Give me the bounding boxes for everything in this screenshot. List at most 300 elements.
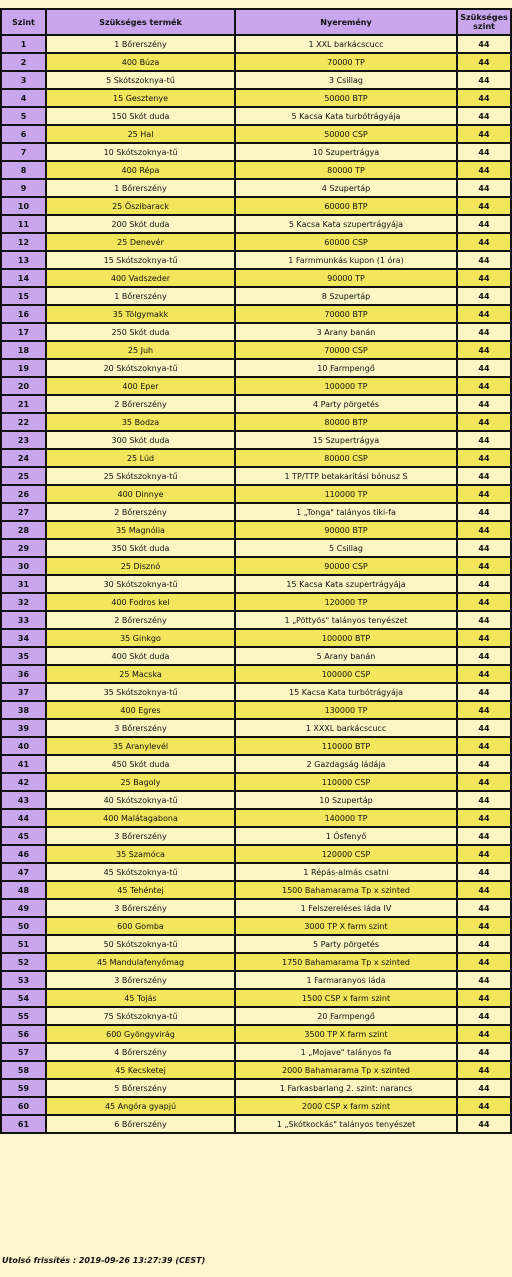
row-level: 61 (1, 1115, 46, 1133)
row-required-level: 44 (457, 557, 511, 575)
row-prize: 1 Farkasbarlang 2. szint: narancs (235, 1079, 457, 1097)
row-required-level: 44 (457, 143, 511, 161)
table-row (1, 881, 511, 899)
row-level: 57 (1, 1043, 46, 1061)
row-prize: 90000 CSP (235, 557, 457, 575)
table-row (1, 647, 511, 665)
table-row (1, 233, 511, 251)
row-prize: 50000 CSP (235, 125, 457, 143)
row-required-level: 44 (457, 917, 511, 935)
row-prize: 100000 TP (235, 377, 457, 395)
row-level: 38 (1, 701, 46, 719)
row-required-level: 44 (457, 125, 511, 143)
row-product: 45 Kecsketej (46, 1061, 235, 1079)
row-level: 14 (1, 269, 46, 287)
row-level: 22 (1, 413, 46, 431)
row-level: 21 (1, 395, 46, 413)
table-row (1, 503, 511, 521)
table-row (1, 431, 511, 449)
table-row (1, 539, 511, 557)
table-row (1, 413, 511, 431)
row-prize: 90000 TP (235, 269, 457, 287)
row-product: 35 Tölgymakk (46, 305, 235, 323)
row-product: 35 Szamóca (46, 845, 235, 863)
row-prize: 3 Arany banán (235, 323, 457, 341)
row-level: 47 (1, 863, 46, 881)
row-level: 25 (1, 467, 46, 485)
row-prize: 1 „Tonga" talányos tiki-fa (235, 503, 457, 521)
row-level: 54 (1, 989, 46, 1007)
row-product: 1 Bőrerszény (46, 179, 235, 197)
row-required-level: 44 (457, 485, 511, 503)
table-row (1, 1079, 511, 1097)
row-product: 400 Fodros kel (46, 593, 235, 611)
row-product: 6 Bőrerszény (46, 1115, 235, 1133)
row-prize: 1 XXXL barkácscucc (235, 719, 457, 737)
row-required-level: 44 (457, 431, 511, 449)
row-required-level: 44 (457, 701, 511, 719)
table-row (1, 719, 511, 737)
row-product: 3 Bőrerszény (46, 827, 235, 845)
row-prize: 3 Csillag (235, 71, 457, 89)
row-product: 600 Gyöngyvirág (46, 1025, 235, 1043)
row-required-level: 44 (457, 845, 511, 863)
row-required-level: 44 (457, 35, 511, 53)
row-level: 16 (1, 305, 46, 323)
row-prize: 80000 BTP (235, 413, 457, 431)
row-prize: 1500 Bahamarama Tp x szinted (235, 881, 457, 899)
row-level: 24 (1, 449, 46, 467)
row-product: 5 Bőrerszény (46, 1079, 235, 1097)
row-product: 30 Skótszoknya-tű (46, 575, 235, 593)
row-required-level: 44 (457, 1007, 511, 1025)
row-product: 25 Őszibarack (46, 197, 235, 215)
row-product: 25 Disznó (46, 557, 235, 575)
row-product: 400 Dinnye (46, 485, 235, 503)
row-level: 40 (1, 737, 46, 755)
row-required-level: 44 (457, 953, 511, 971)
row-product: 400 Eper (46, 377, 235, 395)
row-level: 20 (1, 377, 46, 395)
row-prize: 1750 Bahamarama Tp x szinted (235, 953, 457, 971)
row-product: 350 Skót duda (46, 539, 235, 557)
table-row (1, 305, 511, 323)
row-product: 25 Macska (46, 665, 235, 683)
row-product: 35 Magnólia (46, 521, 235, 539)
table-header-row (1, 9, 511, 35)
row-required-level: 44 (457, 467, 511, 485)
row-product: 400 Répa (46, 161, 235, 179)
row-prize: 130000 TP (235, 701, 457, 719)
table-row (1, 1007, 511, 1025)
row-product: 1 Bőrerszény (46, 35, 235, 53)
row-level: 12 (1, 233, 46, 251)
row-level: 49 (1, 899, 46, 917)
row-product: 45 Tojás (46, 989, 235, 1007)
row-product: 35 Ginkgo (46, 629, 235, 647)
row-required-level: 44 (457, 377, 511, 395)
table-row (1, 251, 511, 269)
row-product: 10 Skótszoknya-tű (46, 143, 235, 161)
row-level: 29 (1, 539, 46, 557)
row-prize: 1 Farmaranyos láda (235, 971, 457, 989)
row-required-level: 44 (457, 1025, 511, 1043)
row-required-level: 44 (457, 521, 511, 539)
table-row (1, 971, 511, 989)
row-prize: 5 Csillag (235, 539, 457, 557)
table-row (1, 485, 511, 503)
table-row (1, 377, 511, 395)
row-required-level: 44 (457, 215, 511, 233)
row-required-level: 44 (457, 737, 511, 755)
row-required-level: 44 (457, 881, 511, 899)
row-required-level: 44 (457, 719, 511, 737)
row-required-level: 44 (457, 1079, 511, 1097)
table-row (1, 449, 511, 467)
table-row (1, 125, 511, 143)
table-row (1, 989, 511, 1007)
row-required-level: 44 (457, 89, 511, 107)
row-prize: 1 TP/TTP betakarítási bónusz S (235, 467, 457, 485)
row-prize: 5 Party pörgetés (235, 935, 457, 953)
row-prize: 70000 CSP (235, 341, 457, 359)
table-row (1, 287, 511, 305)
row-product: 45 Skótszoknya-tű (46, 863, 235, 881)
row-product: 15 Skótszoknya-tű (46, 251, 235, 269)
row-product: 200 Skót duda (46, 215, 235, 233)
row-required-level: 44 (457, 341, 511, 359)
row-prize: 100000 BTP (235, 629, 457, 647)
row-prize: 140000 TP (235, 809, 457, 827)
table-row (1, 773, 511, 791)
row-product: 45 Tehéntej (46, 881, 235, 899)
table-row (1, 107, 511, 125)
row-level: 59 (1, 1079, 46, 1097)
row-level: 17 (1, 323, 46, 341)
last-updated: Utolsó frissítés : 2019-09-26 13:27:39 (CEST) (2, 1256, 206, 1265)
row-required-level: 44 (457, 1097, 511, 1115)
row-required-level: 44 (457, 251, 511, 269)
table-row (1, 593, 511, 611)
table-row (1, 1097, 511, 1115)
row-product: 35 Skótszoknya-tű (46, 683, 235, 701)
row-level: 13 (1, 251, 46, 269)
row-required-level: 44 (457, 611, 511, 629)
row-prize: 10 Szupertáp (235, 791, 457, 809)
row-level: 28 (1, 521, 46, 539)
row-prize: 3500 TP X farm szint (235, 1025, 457, 1043)
row-prize: 1 Répás-almás csatni (235, 863, 457, 881)
row-required-level: 44 (457, 665, 511, 683)
row-product: 15 Gesztenye (46, 89, 235, 107)
header-required-level (457, 9, 511, 35)
row-prize: 10 Szupertrágya (235, 143, 457, 161)
row-level: 3 (1, 71, 46, 89)
row-prize: 5 Kacsa Kata szupertrágyája (235, 215, 457, 233)
row-prize: 50000 BTP (235, 89, 457, 107)
row-prize: 2 Gazdagság ládája (235, 755, 457, 773)
row-product: 600 Gomba (46, 917, 235, 935)
row-level: 48 (1, 881, 46, 899)
row-required-level: 44 (457, 791, 511, 809)
row-product: 25 Hal (46, 125, 235, 143)
row-product: 50 Skótszoknya-tű (46, 935, 235, 953)
row-required-level: 44 (457, 197, 511, 215)
row-product: 400 Búza (46, 53, 235, 71)
row-prize: 100000 CSP (235, 665, 457, 683)
row-level: 11 (1, 215, 46, 233)
row-level: 43 (1, 791, 46, 809)
row-level: 26 (1, 485, 46, 503)
row-product: 75 Skótszoknya-tű (46, 1007, 235, 1025)
row-prize: 1 Farmmunkás kupon (1 óra) (235, 251, 457, 269)
table-row (1, 953, 511, 971)
row-level: 1 (1, 35, 46, 53)
table-row (1, 395, 511, 413)
table-row (1, 611, 511, 629)
row-level: 23 (1, 431, 46, 449)
table-row (1, 557, 511, 575)
row-required-level: 44 (457, 593, 511, 611)
row-level: 51 (1, 935, 46, 953)
row-required-level: 44 (457, 323, 511, 341)
row-product: 400 Egres (46, 701, 235, 719)
row-product: 1 Bőrerszény (46, 287, 235, 305)
row-product: 40 Skótszoknya-tű (46, 791, 235, 809)
row-level: 36 (1, 665, 46, 683)
table-row (1, 1025, 511, 1043)
table-row (1, 323, 511, 341)
row-product: 2 Bőrerszény (46, 395, 235, 413)
row-level: 45 (1, 827, 46, 845)
table-row (1, 755, 511, 773)
row-prize: 70000 BTP (235, 305, 457, 323)
row-prize: 1 XXL barkácscucc (235, 35, 457, 53)
row-prize: 1 Ősfenyő (235, 827, 457, 845)
row-product: 35 Aranylevél (46, 737, 235, 755)
table-row (1, 917, 511, 935)
row-product: 5 Skótszoknya-tű (46, 71, 235, 89)
row-prize: 4 Szupertáp (235, 179, 457, 197)
row-level: 10 (1, 197, 46, 215)
row-level: 58 (1, 1061, 46, 1079)
table-row (1, 899, 511, 917)
table-row (1, 467, 511, 485)
row-required-level: 44 (457, 179, 511, 197)
row-product: 25 Denevér (46, 233, 235, 251)
row-level: 31 (1, 575, 46, 593)
row-level: 27 (1, 503, 46, 521)
row-required-level: 44 (457, 899, 511, 917)
table-row (1, 179, 511, 197)
header-product: Szükséges termék (46, 9, 235, 35)
row-required-level: 44 (457, 935, 511, 953)
row-product: 400 Vadszeder (46, 269, 235, 287)
table-row (1, 269, 511, 287)
row-prize: 110000 CSP (235, 773, 457, 791)
table-row (1, 89, 511, 107)
table-row (1, 863, 511, 881)
row-required-level: 44 (457, 989, 511, 1007)
row-product: 2 Bőrerszény (46, 611, 235, 629)
row-level: 2 (1, 53, 46, 71)
row-level: 15 (1, 287, 46, 305)
row-level: 50 (1, 917, 46, 935)
row-prize: 80000 CSP (235, 449, 457, 467)
row-prize: 15 Kacsa Kata turbótrágyája (235, 683, 457, 701)
row-level: 5 (1, 107, 46, 125)
row-prize: 110000 BTP (235, 737, 457, 755)
row-required-level: 44 (457, 71, 511, 89)
row-prize: 15 Szupertrágya (235, 431, 457, 449)
table-row (1, 683, 511, 701)
row-prize: 1500 CSP x farm szint (235, 989, 457, 1007)
table-row (1, 827, 511, 845)
row-prize: 2000 Bahamarama Tp x szinted (235, 1061, 457, 1079)
row-level: 33 (1, 611, 46, 629)
row-required-level: 44 (457, 449, 511, 467)
row-prize: 90000 BTP (235, 521, 457, 539)
row-product: 25 Juh (46, 341, 235, 359)
table-row (1, 665, 511, 683)
header-required-line1: Szükséges (460, 13, 508, 22)
row-product: 3 Bőrerszény (46, 899, 235, 917)
row-level: 7 (1, 143, 46, 161)
row-product: 25 Lúd (46, 449, 235, 467)
row-prize: 20 Farmpengő (235, 1007, 457, 1025)
row-required-level: 44 (457, 413, 511, 431)
table-row (1, 521, 511, 539)
row-product: 2 Bőrerszény (46, 503, 235, 521)
row-prize: 8 Szupertáp (235, 287, 457, 305)
row-level: 37 (1, 683, 46, 701)
row-level: 39 (1, 719, 46, 737)
table-row (1, 215, 511, 233)
row-product: 4 Bőrerszény (46, 1043, 235, 1061)
row-required-level: 44 (457, 863, 511, 881)
row-level: 46 (1, 845, 46, 863)
row-product: 45 Angóra gyapjú (46, 1097, 235, 1115)
row-level: 18 (1, 341, 46, 359)
row-required-level: 44 (457, 683, 511, 701)
row-required-level: 44 (457, 269, 511, 287)
row-required-level: 44 (457, 395, 511, 413)
row-level: 9 (1, 179, 46, 197)
row-required-level: 44 (457, 809, 511, 827)
row-prize: 1 Felszereléses láda IV (235, 899, 457, 917)
row-level: 55 (1, 1007, 46, 1025)
table-row (1, 143, 511, 161)
table-row (1, 341, 511, 359)
row-level: 34 (1, 629, 46, 647)
row-level: 52 (1, 953, 46, 971)
row-level: 30 (1, 557, 46, 575)
row-prize: 1 „Pöttyös" talányos tenyészet (235, 611, 457, 629)
table-row (1, 629, 511, 647)
table-row (1, 161, 511, 179)
row-product: 25 Skótszoknya-tű (46, 467, 235, 485)
row-prize: 120000 CSP (235, 845, 457, 863)
row-product: 250 Skót duda (46, 323, 235, 341)
table-row (1, 1061, 511, 1079)
table-row (1, 71, 511, 89)
row-prize: 110000 TP (235, 485, 457, 503)
row-level: 32 (1, 593, 46, 611)
row-product: 45 Mandulafenyőmag (46, 953, 235, 971)
row-product: 35 Bodza (46, 413, 235, 431)
row-product: 150 Skót duda (46, 107, 235, 125)
row-product: 300 Skót duda (46, 431, 235, 449)
row-product: 3 Bőrerszény (46, 719, 235, 737)
row-level: 19 (1, 359, 46, 377)
header-required-line2: szint (473, 22, 495, 31)
row-required-level: 44 (457, 305, 511, 323)
table-row (1, 809, 511, 827)
table-row (1, 791, 511, 809)
row-prize: 10 Farmpengő (235, 359, 457, 377)
row-level: 6 (1, 125, 46, 143)
table-row (1, 845, 511, 863)
row-prize: 1 „Mojave" talányos fa (235, 1043, 457, 1061)
table-body (1, 35, 511, 1133)
row-level: 44 (1, 809, 46, 827)
table-row (1, 1115, 511, 1133)
row-required-level: 44 (457, 629, 511, 647)
row-product: 400 Skót duda (46, 647, 235, 665)
row-prize: 2000 CSP x farm szint (235, 1097, 457, 1115)
table-row (1, 701, 511, 719)
table-row (1, 359, 511, 377)
row-prize: 4 Party pörgetés (235, 395, 457, 413)
table-row (1, 737, 511, 755)
row-level: 60 (1, 1097, 46, 1115)
row-required-level: 44 (457, 827, 511, 845)
row-required-level: 44 (457, 647, 511, 665)
row-prize: 5 Kacsa Kata turbótrágyája (235, 107, 457, 125)
row-prize: 120000 TP (235, 593, 457, 611)
row-product: 450 Skót duda (46, 755, 235, 773)
row-required-level: 44 (457, 755, 511, 773)
table-row (1, 1043, 511, 1061)
reward-table (0, 8, 512, 1134)
row-prize: 5 Arany banán (235, 647, 457, 665)
row-required-level: 44 (457, 1043, 511, 1061)
row-required-level: 44 (457, 359, 511, 377)
table-row (1, 35, 511, 53)
row-required-level: 44 (457, 161, 511, 179)
row-product: 400 Malátagabona (46, 809, 235, 827)
row-required-level: 44 (457, 233, 511, 251)
row-required-level: 44 (457, 503, 511, 521)
table-row (1, 575, 511, 593)
header-prize: Nyeremény (235, 9, 457, 35)
row-level: 4 (1, 89, 46, 107)
row-product: 20 Skótszoknya-tű (46, 359, 235, 377)
row-level: 53 (1, 971, 46, 989)
table-row (1, 935, 511, 953)
row-required-level: 44 (457, 575, 511, 593)
row-level: 56 (1, 1025, 46, 1043)
row-required-level: 44 (457, 971, 511, 989)
row-prize: 1 „Skótkockás" talányos tenyészet (235, 1115, 457, 1133)
table-row (1, 197, 511, 215)
row-required-level: 44 (457, 539, 511, 557)
row-required-level: 44 (457, 107, 511, 125)
row-prize: 3000 TP X farm szint (235, 917, 457, 935)
row-level: 8 (1, 161, 46, 179)
row-product: 3 Bőrerszény (46, 971, 235, 989)
row-prize: 80000 TP (235, 161, 457, 179)
